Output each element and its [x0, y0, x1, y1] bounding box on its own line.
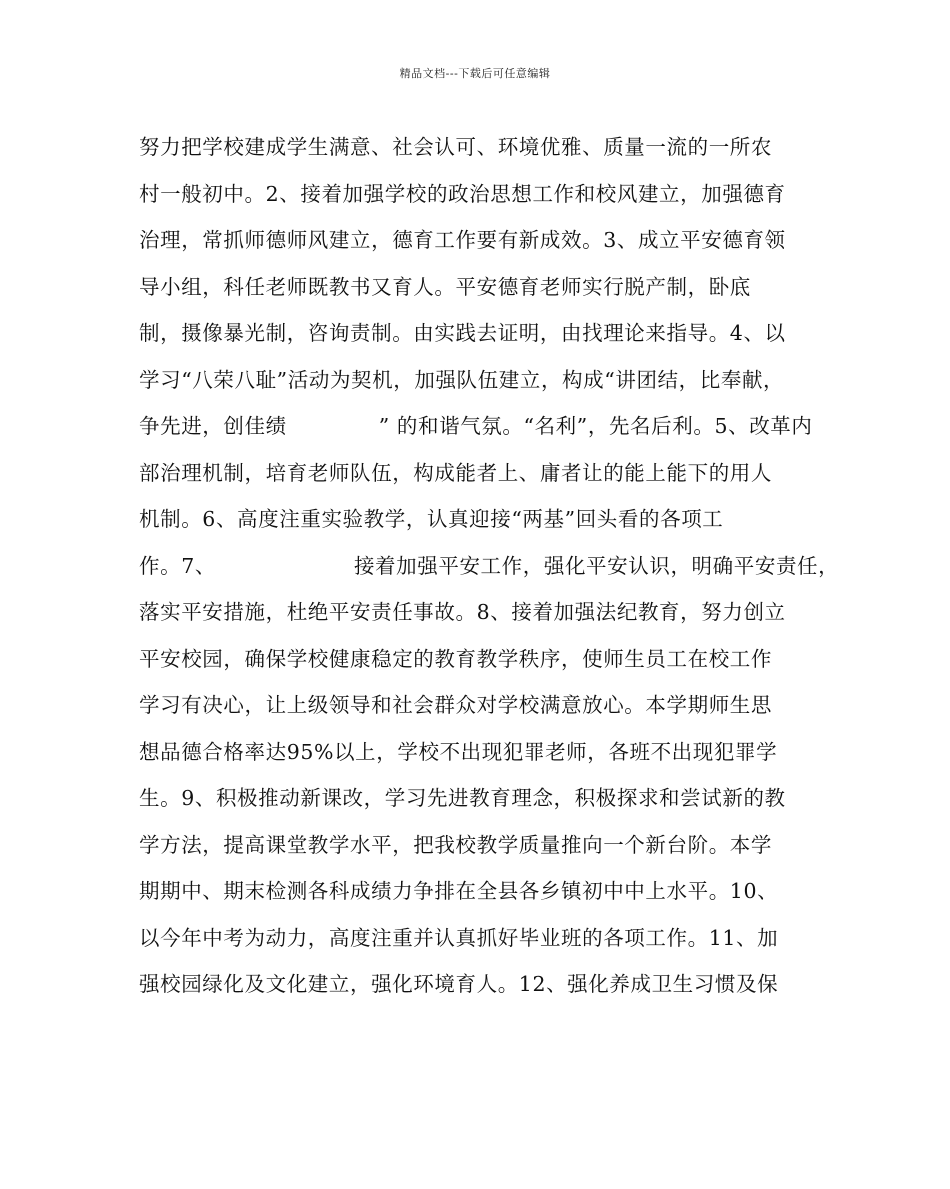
text-line: 强校园绿化及文化建立，强化环境育人。12、强化养成卫生习惯及保	[139, 972, 779, 996]
text-line: 生。9、积极推动新课改，学习先进教育理念，积极探求和尝试新的教	[139, 786, 786, 810]
text-line: 学方法，提高课堂教学水平，把我校教学质量推向一个新台阶。本学	[139, 832, 772, 857]
text-fragment: ” 的和谐气氛。“名利”，先名后利。5、改革内	[378, 414, 813, 438]
text-line: 机制。6、高度注重实验教学，认真迎接“两基”回头看的各项工	[139, 507, 724, 531]
text-line: 学习“八荣八耻”活动为契机，加强队伍建立，构成“讲团结，比奉献，	[139, 367, 785, 392]
body-text	[139, 124, 840, 1008]
text-line: 导小组，科任老师既教书又育人。平安德育老师实行脱产制，卧底	[139, 274, 751, 299]
text-line	[139, 403, 819, 450]
text-line	[139, 543, 840, 590]
text-line: 平安校园，确保学校健康稳定的教育教学秩序，使师生员工在校工作	[139, 646, 772, 671]
text-line: 以今年中考为动力，高度注重并认真抓好毕业班的各项工作。11、加	[139, 925, 779, 950]
text-fragment: 争先进，创佳绩	[139, 414, 287, 438]
text-line: 落实平安措施，杜绝平安责任事故。8、接着加强法纪教育，努力创立	[139, 600, 786, 624]
text-line: 村一般初中。2、接着加强学校的政治思想工作和校风建立，加强德育	[139, 181, 786, 206]
text-line: 制，摄像暴光制，咨询责制。由实践去证明，由找理论来指导。4、以	[139, 321, 786, 345]
page-header: 精品文档---下载后可任意编辑	[399, 67, 551, 80]
text-line: 治理，常抓师德师风建立，德育工作要有新成效。3、成立平安德育领	[139, 228, 786, 252]
text-fragment: 接着加强平安工作，强化平安认识，明确平安责任，	[353, 553, 840, 578]
text-line: 期期中、期末检测各科成绩力争排在全县各乡镇初中中上水平。10、	[139, 879, 779, 903]
text-line: 想品德合格率达95%以上，学校不出现犯罪老师，各班不出现犯罪学	[139, 739, 778, 764]
text-line: 努力把学校建成学生满意、社会认可、环境优雅、质量一流的一所农	[139, 135, 772, 159]
text-line: 学习有决心，让上级领导和社会群众对学校满意放心。本学期师生思	[139, 693, 772, 717]
text-fragment: 作。7、	[139, 553, 216, 578]
text-line: 部治理机制，培育老师队伍，构成能者上、庸者让的能上能下的用人	[139, 460, 772, 485]
